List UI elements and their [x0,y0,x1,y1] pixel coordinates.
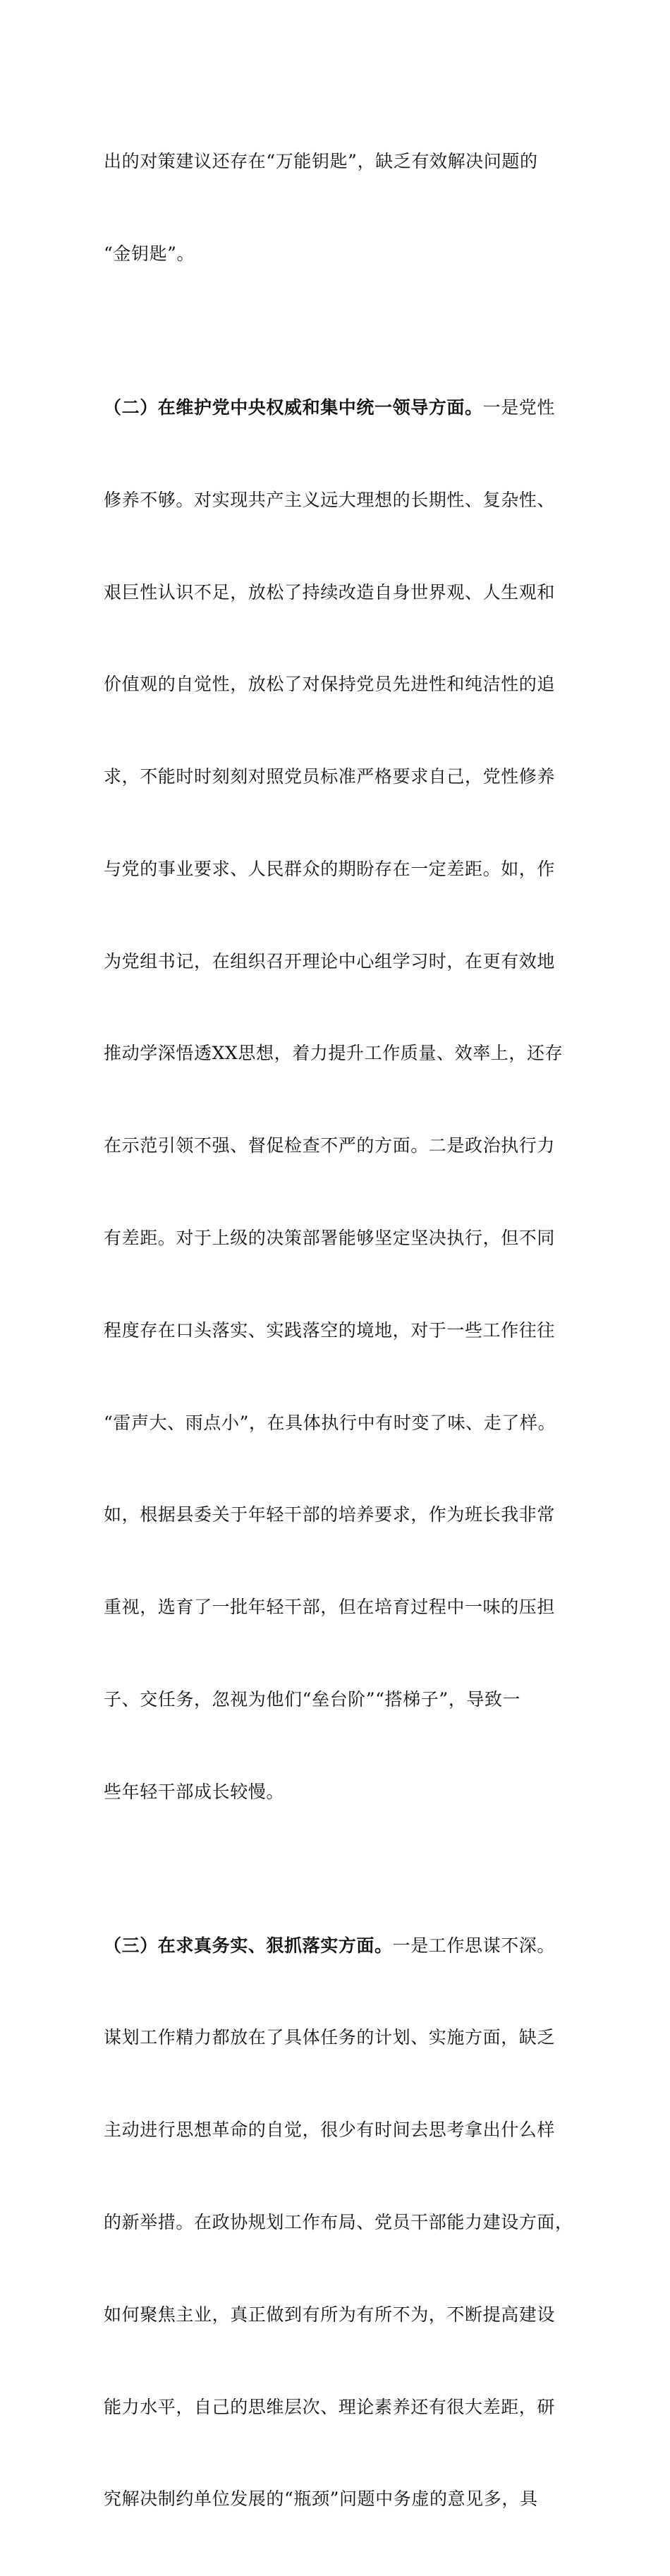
text-line: 重视，选育了一批年轻干部，但在培育过程中一味的压担 [104,1597,556,1618]
section-two-lead: 一是党性 [482,397,556,418]
section-two-paragraph [104,331,569,1869]
text-line: 价值观的自觉性，放松了对保持党员先进性和纯洁性的追 [104,674,556,695]
text-line: 推动学深悟透XX思想，着力提升工作质量、效率上，还存 [104,1043,564,1064]
text-line: 修养不够。对实现共产主义远大理想的长期性、复杂性、 [104,489,556,510]
text-line: 有差距。对于上级的决策部署能够坚定坚决执行，但不同 [104,1227,556,1248]
text-line: 为党组书记，在组织召开理论中心组学习时，在更有效地 [104,950,556,972]
section-three-heading: （三）在求真务实、狠抓落实方面。 [104,1935,393,1956]
text-line: 在示范引领不强、督促检查不严的方面。二是政治执行力 [104,1135,556,1156]
text-line: 与党的事业要求、人民群众的期盼存在一定差距。如，作 [104,858,556,879]
section-two-heading: （二）在维护党中央权威和集中统一领导方面。 [104,397,483,418]
text-line: “金钥匙”。 [104,243,195,264]
section-three-paragraph [104,1868,573,2576]
section-first-line [104,1930,569,1961]
text-line: “雷声大、雨点小”，在具体执行中有时变了味、走了样。 [104,1412,556,1433]
text-line: 求，不能时时刻刻对照党员标准严格要求自己，党性修养 [104,766,556,787]
text-line: 的新举措。在政协规划工作布局、党员干部能力建设方面， [104,2211,573,2232]
section-first-line [104,392,569,423]
text-line: 能力水平，自己的思维层次、理论素养还有很大差距，研 [104,2396,556,2417]
text-line: 究解决制约单位发展的“瓶颈”问题中务虚的意见多，具 [104,2489,538,2510]
text-line: 艰巨性认识不足，放松了持续改造自身世界观、人生观和 [104,581,556,603]
text-line: 主动进行思想革命的自觉，很少有时间去思考拿出什么样 [104,2120,556,2141]
carryover-paragraph [104,85,569,331]
text-line: 如何聚焦主业，真正做到有所为有所不为，不断提高建设 [104,2304,556,2325]
text-line: 程度存在口头落实、实践落空的境地，对于一些工作往往 [104,1319,556,1341]
document-body [104,85,573,2576]
text-line: 些年轻干部成长较慢。 [104,1781,285,1802]
section-three-lead: 一是工作思谋不深。 [392,1935,556,1956]
text-line: 谋划工作精力都放在了具体任务的计划、实施方面，缺乏 [104,2027,556,2048]
text-line: 子、交任务，忽视为他们“垒台阶”“搭梯子”，导致一 [104,1688,521,1710]
text-line: 如，根据县委关于年轻干部的培养要求，作为班长我非常 [104,1504,556,1525]
text-line: 出的对策建议还存在“万能钥匙”，缺乏有效解决问题的 [104,151,538,172]
